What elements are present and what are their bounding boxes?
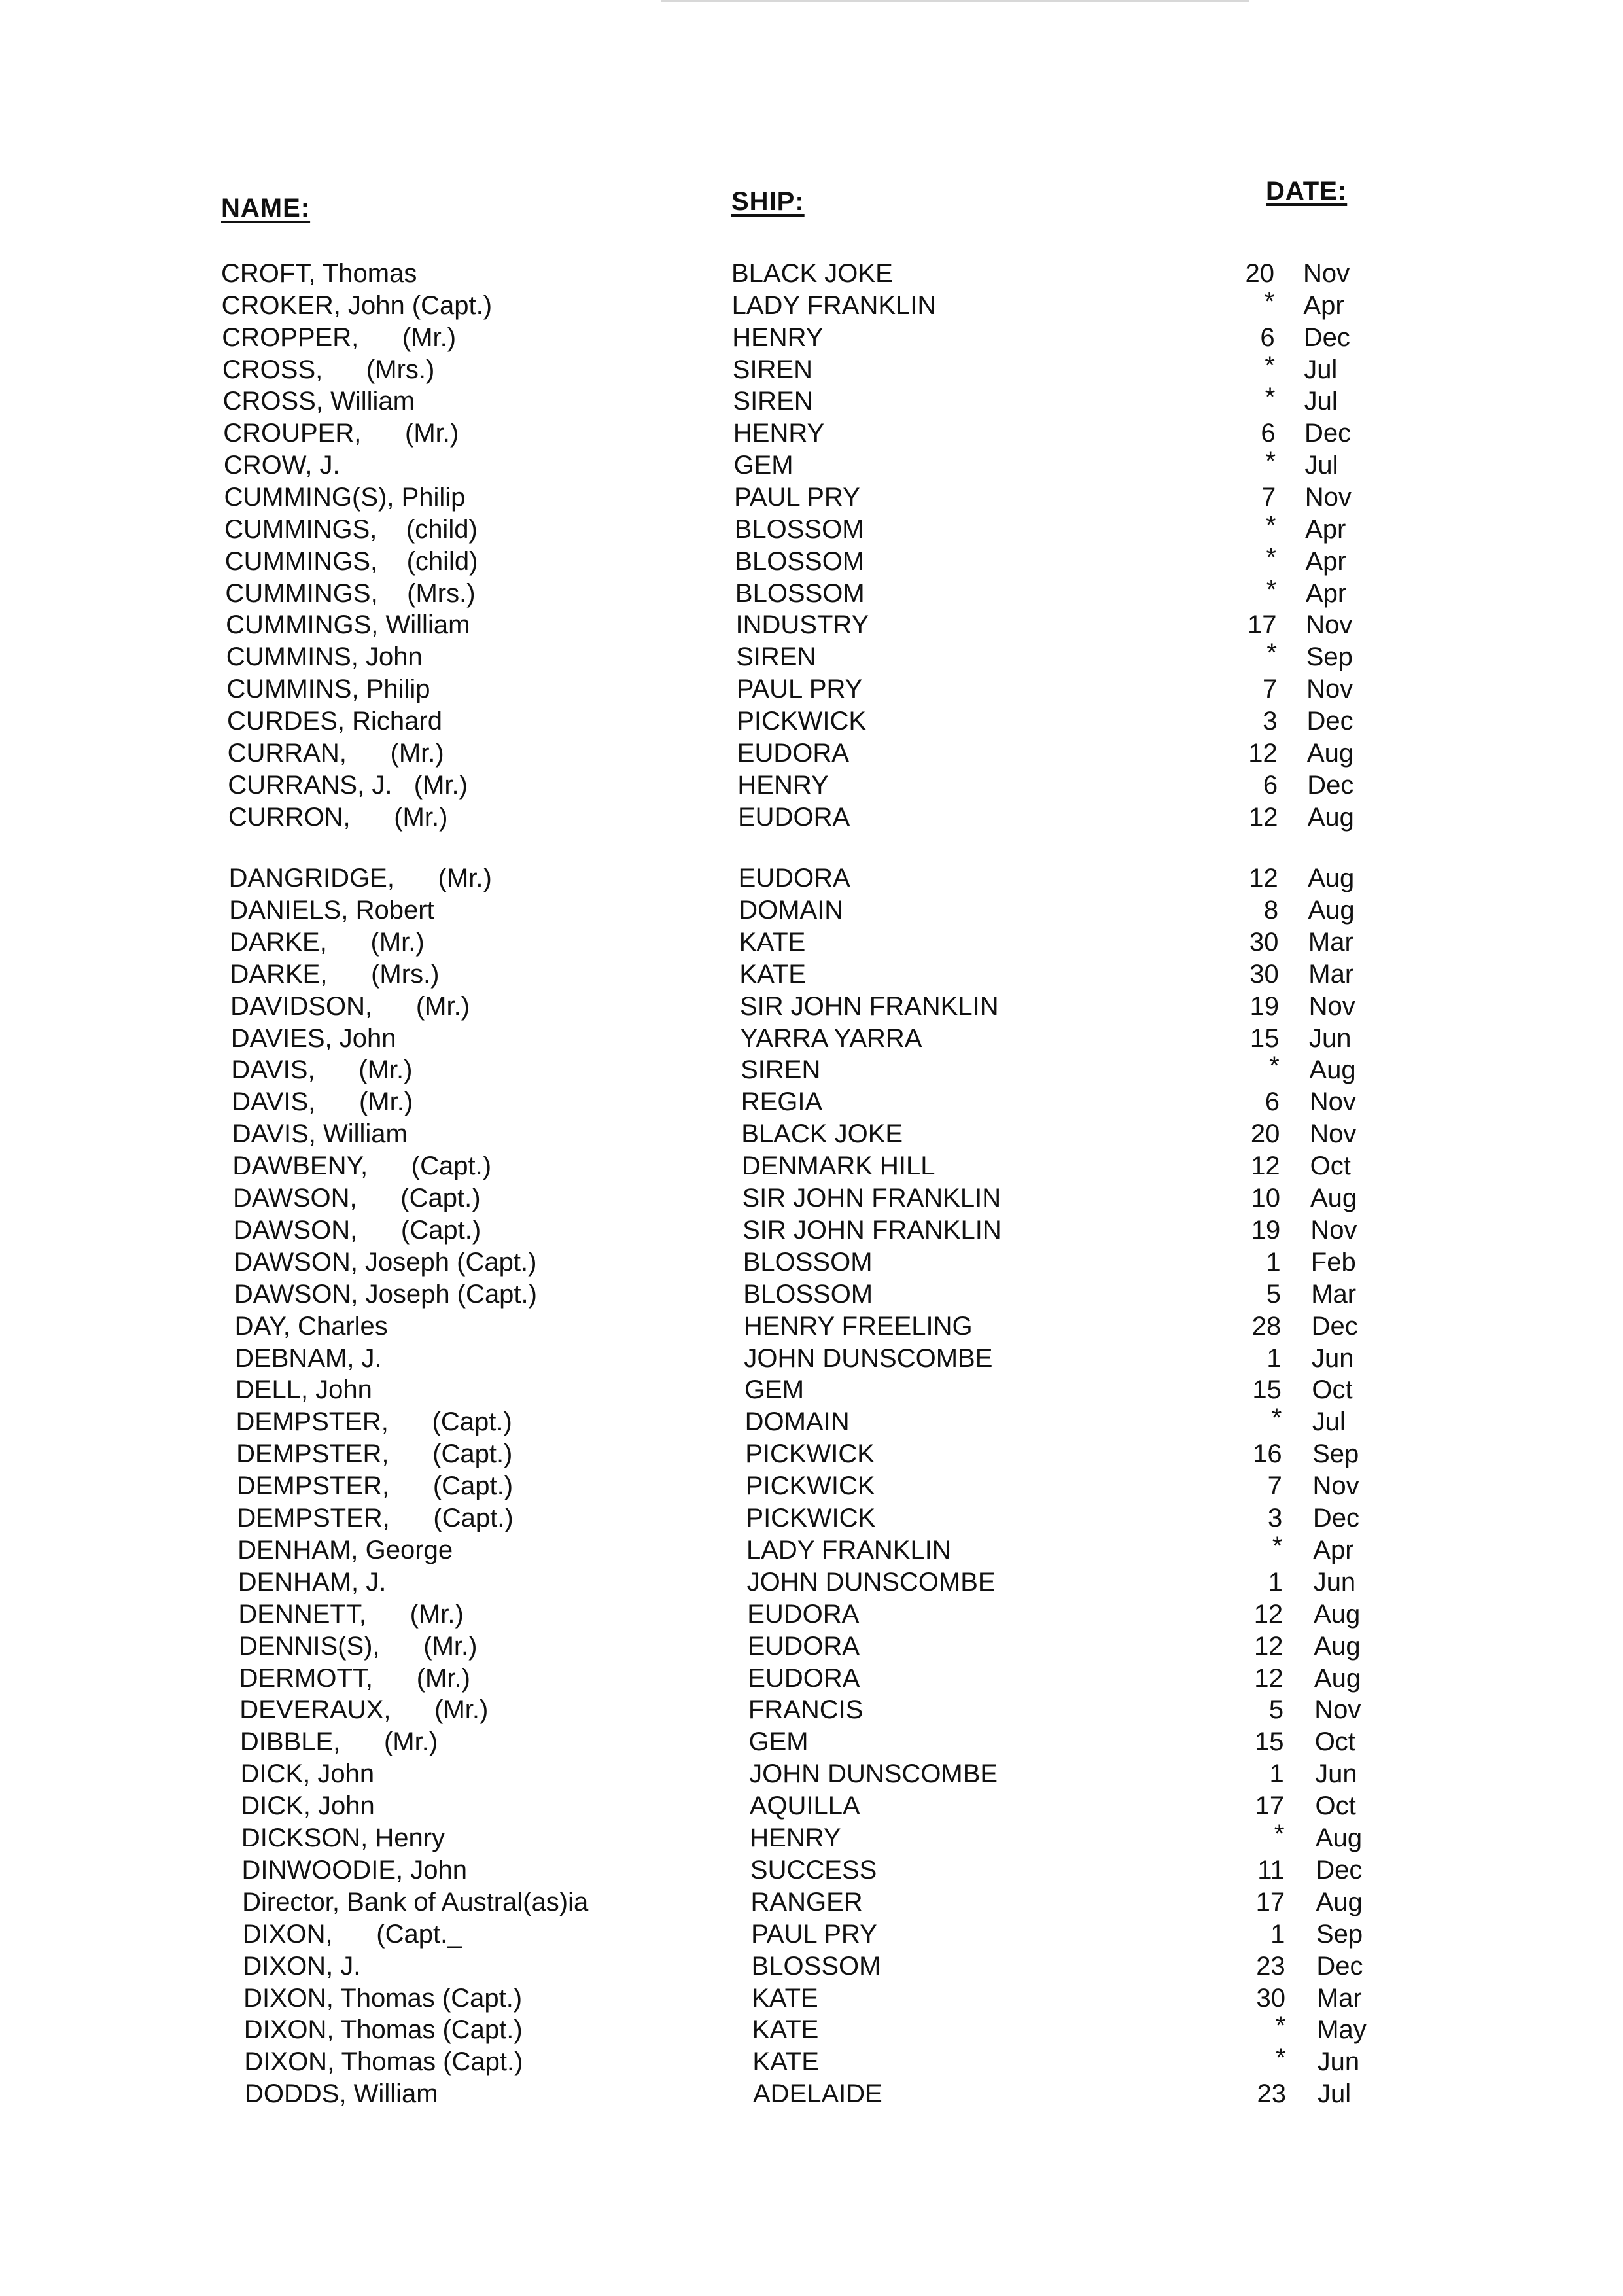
entry-day: 19 — [1251, 1215, 1281, 1245]
entry-month: Apr — [1305, 514, 1346, 544]
entry-day: 12 — [1249, 864, 1278, 892]
entry-name: DIXON, Thomas (Capt.) — [244, 2047, 523, 2077]
entry-month: Mar — [1308, 927, 1353, 957]
entry-day: 15 — [1252, 1375, 1282, 1405]
entry-month: Aug — [1309, 1055, 1356, 1085]
entry-name: CUMMINGS, (child) — [224, 514, 478, 544]
entry-ship: PAUL PRY — [751, 1919, 877, 1949]
entry-month: Dec — [1303, 323, 1350, 352]
entry-month: Aug — [1314, 1631, 1361, 1661]
list-row — [0, 1311, 1623, 1342]
entry-day: 1 — [1269, 1759, 1284, 1789]
entry-ship: RANGER — [750, 1887, 863, 1916]
entry-ship: BLOSSOM — [735, 578, 865, 608]
entry-name: DAVIS, (Mr.) — [231, 1055, 413, 1085]
entry-month: Feb — [1310, 1247, 1356, 1277]
entry-name: CROKER, John (Capt.) — [221, 291, 493, 320]
entry-month: Sep — [1312, 1439, 1359, 1469]
entry-name: DIXON, Thomas (Capt.) — [243, 2015, 523, 2045]
entry-ship: SIREN — [736, 643, 816, 672]
entry-month: Nov — [1308, 991, 1355, 1021]
list-row — [0, 1343, 1623, 1374]
entry-name: DAWSON, (Capt.) — [233, 1184, 481, 1212]
entry-month: Mar — [1308, 959, 1354, 989]
entry-ship: SIR JOHN FRANKLIN — [742, 1215, 1002, 1245]
entry-day: 30 — [1256, 1983, 1285, 2013]
entry-name: DANGRIDGE, (Mr.) — [228, 864, 492, 892]
entry-day: 3 — [1263, 706, 1278, 735]
list-row — [0, 351, 1623, 385]
entry-day: * — [1266, 574, 1277, 604]
entry-month: Aug — [1314, 1599, 1361, 1629]
entry-month: Dec — [1307, 770, 1354, 800]
entry-name: DEBNAM, J. — [235, 1343, 382, 1373]
entry-month: Apr — [1303, 291, 1344, 320]
entry-name: CURRON, (Mr.) — [228, 802, 448, 832]
entry-month: Jun — [1317, 2047, 1360, 2077]
list-row — [0, 2011, 1623, 2045]
entry-day: 16 — [1253, 1439, 1282, 1469]
entry-month: Aug — [1316, 1887, 1363, 1916]
list-row — [0, 258, 1623, 289]
entry-month: Aug — [1308, 895, 1355, 925]
entry-ship: EUDORA — [738, 864, 850, 892]
entry-month: Jul — [1304, 387, 1338, 416]
entry-month: Aug — [1314, 1663, 1361, 1693]
entry-name: DIBBLE, (Mr.) — [239, 1727, 438, 1757]
entry-day: 23 — [1256, 1951, 1285, 1981]
entry-ship: EUDORA — [747, 1599, 860, 1629]
entry-name: DINWOODIE, John — [241, 1855, 468, 1884]
list-row — [0, 1246, 1623, 1278]
list-row — [0, 385, 1623, 417]
entry-name: CUMMINS, Philip — [226, 675, 430, 704]
entry-ship: AQUILLA — [749, 1792, 860, 1821]
list-row — [0, 1406, 1623, 1438]
entry-ship: KATE — [752, 2047, 819, 2077]
entry-month: Mar — [1311, 1279, 1357, 1309]
entry-ship: HENRY — [750, 1824, 841, 1852]
entry-ship: BLOSSOM — [743, 1279, 873, 1309]
entry-ship: EUDORA — [747, 1631, 860, 1661]
entry-ship: DOMAIN — [744, 1407, 850, 1437]
entry-day: 1 — [1266, 1343, 1282, 1373]
entry-name: CUMMING(S), Philip — [224, 483, 466, 512]
entry-day: * — [1266, 542, 1276, 572]
entry-month: Apr — [1313, 1535, 1354, 1564]
list-row — [0, 1279, 1623, 1310]
entry-name: DIXON, (Capt._ — [242, 1919, 462, 1949]
entry-month: Aug — [1307, 802, 1354, 832]
list-row — [0, 991, 1623, 1022]
entry-name: CROPPER, (Mr.) — [222, 323, 457, 352]
entry-name: DICK, John — [241, 1792, 375, 1821]
entry-ship: KATE — [752, 2015, 819, 2045]
entry-ship: PICKWICK — [745, 1439, 875, 1469]
entry-name: DAWSON, Joseph (Capt.) — [234, 1247, 537, 1277]
list-row — [0, 609, 1623, 641]
entry-month: Dec — [1304, 419, 1352, 448]
entry-day: 30 — [1249, 959, 1279, 989]
entry-name: DANIELS, Robert — [229, 895, 434, 925]
entry-month: Oct — [1310, 1152, 1351, 1181]
entry-ship: PICKWICK — [745, 1472, 875, 1501]
entry-name: DENNETT, (Mr.) — [238, 1599, 464, 1629]
entry-month: Aug — [1308, 864, 1355, 892]
entry-name: CUMMINGS, (child) — [224, 546, 478, 576]
list-row — [0, 1983, 1623, 2014]
entry-ship: JOHN DUNSCOMBE — [744, 1343, 993, 1373]
list-row — [0, 1150, 1623, 1182]
list-row — [0, 1023, 1623, 1054]
entry-name: CUMMINGS, William — [226, 610, 470, 640]
list-row — [0, 1531, 1623, 1566]
entry-name: DAVIS, William — [232, 1120, 408, 1149]
entry-day: 28 — [1251, 1311, 1282, 1341]
entry-name: DICKSON, Henry — [241, 1824, 445, 1852]
entry-day: 1 — [1268, 1567, 1283, 1597]
entry-month: Jul — [1318, 2079, 1352, 2109]
entry-month: Oct — [1314, 1727, 1355, 1757]
entry-day: 6 — [1261, 419, 1276, 448]
entry-ship: EUDORA — [738, 802, 850, 832]
entry-ship: GEM — [744, 1375, 805, 1405]
entry-name: DEVERAUX, (Mr.) — [239, 1695, 489, 1725]
entry-month: Apr — [1305, 578, 1347, 608]
list-row — [0, 1918, 1623, 1950]
entry-name: DIXON, Thomas (Capt.) — [243, 1983, 523, 2013]
entry-day: 20 — [1245, 259, 1274, 288]
entry-ship: DOMAIN — [739, 895, 844, 925]
list-row — [0, 1631, 1623, 1662]
entry-month: Oct — [1312, 1375, 1353, 1405]
entry-ship: FRANCIS — [748, 1695, 864, 1725]
list-row — [0, 1694, 1623, 1725]
entry-month: Nov — [1312, 1472, 1359, 1501]
entry-name: DAWBENY, (Capt.) — [232, 1152, 492, 1181]
list-row — [0, 417, 1623, 449]
entry-day: * — [1271, 1404, 1282, 1433]
entry-ship: BLOSSOM — [742, 1247, 873, 1277]
entry-name: CROUPER, (Mr.) — [223, 419, 459, 448]
entry-month: Nov — [1303, 259, 1350, 288]
entry-name: DEMPSTER, (Capt.) — [237, 1504, 514, 1532]
list-row — [0, 705, 1623, 737]
entry-day: 1 — [1266, 1247, 1281, 1277]
entry-month: Nov — [1304, 483, 1352, 512]
entry-day: 5 — [1266, 1279, 1281, 1309]
entry-month: Sep — [1306, 643, 1353, 672]
list-row — [0, 287, 1623, 321]
entry-day: 6 — [1260, 323, 1275, 352]
entry-month: Dec — [1316, 1951, 1363, 1981]
entry-month: Jun — [1313, 1567, 1356, 1597]
entry-day: * — [1265, 447, 1276, 476]
entry-day: 17 — [1248, 610, 1277, 640]
entry-day: 23 — [1257, 2079, 1286, 2109]
entry-month: Oct — [1315, 1792, 1356, 1821]
list-row — [0, 1214, 1623, 1246]
list-row — [0, 1726, 1623, 1757]
entry-ship: EUDORA — [737, 738, 849, 768]
entry-day: 6 — [1263, 770, 1278, 800]
entry-ship: SIREN — [733, 387, 813, 416]
entry-ship: HENRY — [732, 323, 824, 352]
entry-name: Director, Bank of Austral(as)ia — [242, 1887, 589, 1916]
entry-name: DODDS, William — [245, 2079, 438, 2109]
list-row — [0, 510, 1623, 545]
entry-ship: JOHN DUNSCOMBE — [746, 1567, 996, 1597]
entry-month: Nov — [1306, 610, 1353, 640]
entry-month: Jun — [1315, 1759, 1357, 1789]
list-row — [0, 482, 1623, 513]
entry-name: DENHAM, George — [237, 1535, 453, 1564]
entry-name: DICK, John — [240, 1759, 375, 1789]
list-row — [0, 673, 1623, 705]
entry-day: * — [1266, 639, 1277, 668]
entry-ship: GEM — [748, 1727, 809, 1757]
list-row — [0, 1822, 1623, 1854]
entry-name: CUMMINS, John — [226, 643, 423, 672]
entry-day: * — [1274, 1820, 1285, 1848]
entry-day: 6 — [1265, 1087, 1280, 1117]
entry-month: Jun — [1312, 1343, 1354, 1373]
entry-name: DARKE, (Mrs.) — [230, 959, 440, 989]
entry-ship: SIR JOHN FRANKLIN — [740, 991, 999, 1021]
entry-ship: SIR JOHN FRANKLIN — [742, 1184, 1002, 1212]
entry-month: Nov — [1314, 1695, 1361, 1725]
entry-day: * — [1276, 2043, 1286, 2073]
entry-name: DENHAM, J. — [237, 1567, 387, 1597]
entry-day: 7 — [1261, 483, 1276, 512]
entry-day: 11 — [1257, 1855, 1285, 1884]
entry-ship: BLACK JOKE — [731, 259, 893, 288]
entry-ship: YARRA YARRA — [740, 1023, 922, 1053]
entry-day: 15 — [1255, 1727, 1284, 1757]
entry-day: 7 — [1267, 1472, 1282, 1501]
entry-month: Nov — [1310, 1215, 1357, 1245]
entry-ship: BLOSSOM — [734, 514, 864, 544]
entry-month: Nov — [1309, 1087, 1356, 1117]
list-row — [0, 542, 1623, 577]
entry-ship: BLOSSOM — [751, 1951, 881, 1981]
entry-day: 10 — [1251, 1184, 1280, 1212]
entry-day: 12 — [1249, 802, 1278, 832]
entry-month: Dec — [1311, 1311, 1358, 1341]
entry-day: 17 — [1255, 1887, 1285, 1916]
entry-month: Jul — [1304, 451, 1338, 480]
entry-name: DAY, Charles — [234, 1311, 388, 1341]
entry-day: 30 — [1249, 927, 1279, 957]
list-row — [0, 1790, 1623, 1822]
entry-day: 12 — [1254, 1631, 1283, 1661]
list-row — [0, 574, 1623, 609]
entry-day: 20 — [1250, 1120, 1280, 1149]
entry-month: Dec — [1312, 1504, 1360, 1532]
entry-ship: PICKWICK — [737, 706, 867, 735]
list-row — [0, 1502, 1623, 1534]
list-row — [0, 802, 1623, 833]
ship-column-header: SHIP: — [731, 187, 805, 216]
entry-month: Apr — [1305, 546, 1346, 576]
list-row — [0, 322, 1623, 353]
entry-name: DAWSON, (Capt.) — [233, 1215, 481, 1245]
list-row — [0, 1086, 1623, 1118]
entry-name: CURRANS, J. (Mr.) — [228, 770, 468, 800]
entry-ship: LADY FRANKLIN — [731, 291, 937, 320]
entry-day: 19 — [1249, 991, 1280, 1021]
date-column-header: DATE: — [1266, 177, 1348, 205]
entry-day: 17 — [1255, 1792, 1285, 1821]
entry-ship: BLOSSOM — [735, 546, 865, 576]
list-row — [0, 1663, 1623, 1694]
entry-ship: JOHN DUNSCOMBE — [749, 1759, 998, 1789]
list-row — [0, 2043, 1623, 2077]
entry-day: 12 — [1254, 1663, 1283, 1693]
list-row — [0, 1438, 1623, 1470]
entry-name: CROW, J. — [223, 451, 340, 480]
entry-ship: SIREN — [732, 355, 813, 384]
entry-name: CROFT, Thomas — [221, 259, 417, 288]
entry-ship: KATE — [739, 959, 806, 989]
entry-month: Jun — [1309, 1023, 1352, 1053]
list-row — [0, 2078, 1623, 2110]
entry-ship: DENMARK HILL — [741, 1152, 935, 1181]
entry-name: DAVIS, (Mr.) — [232, 1087, 413, 1117]
entry-month: Dec — [1316, 1855, 1363, 1884]
entry-day: * — [1269, 1051, 1280, 1081]
entry-ship: PICKWICK — [746, 1504, 876, 1532]
entry-ship: REGIA — [741, 1087, 823, 1117]
entry-ship: EUDORA — [748, 1663, 860, 1693]
entry-day: * — [1272, 1531, 1283, 1561]
list-row — [0, 1758, 1623, 1790]
entry-month: Aug — [1306, 738, 1354, 768]
entry-ship: SIREN — [741, 1055, 821, 1085]
list-row — [0, 769, 1623, 801]
list-row — [0, 641, 1623, 673]
list-row — [0, 927, 1623, 958]
entry-day: * — [1265, 351, 1275, 380]
name-column-header: NAME: — [221, 194, 311, 222]
entry-day: 3 — [1267, 1504, 1283, 1532]
entry-day: 12 — [1253, 1599, 1283, 1629]
entry-name: DERMOTT, (Mr.) — [239, 1663, 470, 1693]
entry-day: 7 — [1262, 675, 1278, 704]
entry-ship: BLACK JOKE — [741, 1120, 903, 1149]
entry-month: Dec — [1306, 706, 1353, 735]
entry-ship: ADELAIDE — [753, 2079, 882, 2109]
entry-day: 1 — [1270, 1919, 1285, 1949]
list-row — [0, 737, 1623, 769]
entry-name: DENNIS(S), (Mr.) — [239, 1631, 478, 1661]
entry-month: Sep — [1316, 1919, 1363, 1949]
list-row — [0, 1598, 1623, 1630]
entry-ship: HENRY FREELING — [743, 1311, 973, 1341]
list-row — [0, 1118, 1623, 1150]
entry-name: CURRAN, (Mr.) — [227, 738, 444, 768]
entry-ship: PAUL PRY — [734, 483, 860, 512]
entry-name: DEMPSTER, (Capt.) — [236, 1439, 513, 1469]
entry-ship: HENRY — [737, 770, 829, 800]
entry-name: DELL, John — [235, 1375, 372, 1405]
entry-day: * — [1265, 383, 1276, 412]
entry-day: * — [1266, 510, 1276, 540]
list-row — [0, 862, 1623, 894]
entry-name: DAVIES, John — [230, 1023, 396, 1053]
entry-month: Aug — [1310, 1184, 1357, 1212]
entry-month: Mar — [1316, 1983, 1362, 2013]
entry-name: DEMPSTER, (Capt.) — [236, 1472, 514, 1501]
list-row — [0, 959, 1623, 990]
entry-day: 12 — [1251, 1152, 1280, 1181]
entry-month: Nov — [1310, 1120, 1357, 1149]
entry-month: Aug — [1315, 1824, 1363, 1852]
entry-name: CUMMINGS, (Mrs.) — [225, 578, 476, 608]
entry-ship: HENRY — [733, 419, 825, 448]
entry-ship: PAUL PRY — [736, 675, 863, 704]
list-row — [0, 1470, 1623, 1502]
list-row — [0, 1886, 1623, 1918]
entry-ship: KATE — [752, 1983, 818, 2013]
list-row — [0, 1566, 1623, 1598]
entry-name: DEMPSTER, (Capt.) — [236, 1407, 512, 1437]
entry-ship: SUCCESS — [750, 1855, 877, 1884]
entry-ship: INDUSTRY — [735, 610, 869, 640]
entry-month: Nov — [1306, 675, 1353, 704]
entry-name: CURDES, Richard — [227, 706, 442, 735]
list-row — [0, 1374, 1623, 1405]
entry-month: Jul — [1312, 1407, 1346, 1437]
entry-ship: KATE — [739, 927, 806, 957]
entry-day: 8 — [1263, 895, 1279, 925]
entry-month: May — [1317, 2015, 1367, 2045]
list-row — [0, 447, 1623, 481]
entry-day: * — [1275, 2011, 1286, 2041]
entry-name: DAVIDSON, (Mr.) — [230, 991, 470, 1021]
entry-day: * — [1264, 287, 1275, 316]
list-row — [0, 894, 1623, 926]
entry-name: CROSS, William — [222, 387, 415, 416]
list-row — [0, 1051, 1623, 1086]
list-row — [0, 1951, 1623, 1982]
entry-name: DIXON, J. — [243, 1951, 361, 1981]
entry-day: 5 — [1268, 1695, 1284, 1725]
entry-name: DARKE, (Mr.) — [229, 927, 425, 957]
list-row — [0, 1182, 1623, 1214]
entry-month: Jul — [1304, 355, 1338, 384]
entry-day: 12 — [1248, 738, 1278, 768]
entry-name: CROSS, (Mrs.) — [222, 355, 435, 384]
entry-day: 15 — [1249, 1023, 1280, 1053]
entry-name: DAWSON, Joseph (Capt.) — [234, 1279, 537, 1309]
entry-ship: LADY FRANKLIN — [746, 1535, 951, 1564]
entry-ship: GEM — [733, 451, 794, 480]
list-row — [0, 1854, 1623, 1886]
